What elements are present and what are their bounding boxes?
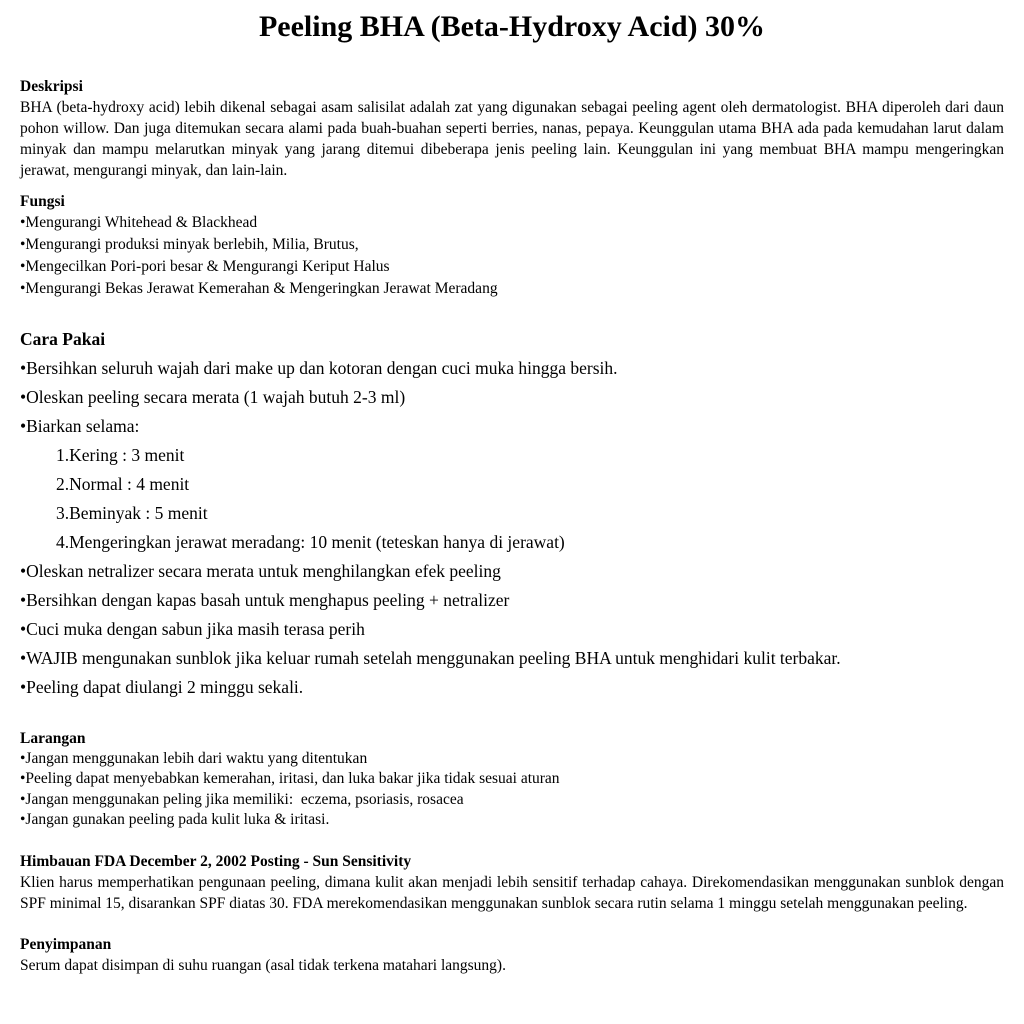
- list-item: •Mengecilkan Pori-pori besar & Mengurangi Keriput Halus: [20, 257, 390, 275]
- duration-sublist: [20, 444, 1004, 553]
- section-larangan: [20, 728, 1004, 831]
- list-item: •Peeling dapat menyebabkan kemerahan, iritasi, dan luka bakar jika tidak sesuai aturan: [20, 770, 560, 787]
- list-item: 3.Beminyak : 5 menit: [56, 502, 208, 523]
- penyimpanan-body: Serum dapat disimpan di suhu ruangan (asal tidak terkena matahari langsung).: [20, 956, 506, 974]
- fungsi-heading: Fungsi: [20, 192, 65, 210]
- section-deskripsi: [20, 76, 1008, 181]
- list-item: •Oleskan netralizer secara merata untuk menghilangkan efek peeling: [20, 560, 501, 581]
- document-title: Peeling BHA (Beta-Hydroxy Acid) 30%: [258, 10, 766, 43]
- cara-pakai-list: [20, 357, 1004, 698]
- list-item: •Bersihkan dengan kapas basah untuk menghapus peeling + netralizer: [20, 589, 510, 610]
- fungsi-list: [20, 212, 1004, 300]
- section-himbauan-fda: [20, 851, 1008, 914]
- list-item: •Cuci muka dengan sabun jika masih terasa perih: [20, 618, 365, 639]
- list-item: •Jangan menggunakan peling jika memiliki: eczema, psoriasis, rosacea: [20, 790, 464, 808]
- section-cara-pakai: [20, 327, 1004, 698]
- list-item: •Mengurangi Bekas Jerawat Kemerahan & Mengeringkan Jerawat Meradang: [20, 279, 498, 297]
- deskripsi-heading: Deskripsi: [20, 77, 83, 95]
- cara-pakai-heading: Cara Pakai: [20, 328, 106, 349]
- list-item: •Jangan menggunakan lebih dari waktu yang ditentukan: [20, 749, 368, 767]
- list-item: •Bersihkan seluruh wajah dari make up dan kotoran dengan cuci muka hingga bersih.: [20, 357, 618, 378]
- list-item: •Peeling dapat diulangi 2 minggu sekali.: [20, 676, 304, 697]
- deskripsi-body: BHA (beta-hydroxy acid) lebih dikenal sebagai asam salisilat adalah zat yang digunakan sebagai peeling agent oleh dermatologist. BHA diperoleh dari daun pohon willow. Dan juga ditemukan secara alami pada buah-buahan seperti berries, nanas, pepaya. Keunggulan utama BHA ada pada kemudahan larut dalam minyak dan mampu melarutkan minyak yang jarang ditemui dibeberapa jenis peeling lain. Keunggulan ini yang membuat BHA mampu mengeringkan jerawat, mengurangi minyak, dan lain-lain.: [20, 98, 1008, 179]
- larangan-list: [20, 749, 1004, 831]
- list-item: •Biarkan selama:: [20, 415, 140, 436]
- section-penyimpanan: [20, 934, 1004, 976]
- himbauan-body: Klien harus memperhatikan pengunaan peeling, dimana kulit akan menjadi lebih sensitif terhadap cahaya. Direkomendasikan menggunakan sunblok dengan SPF minimal 15, disarankan SPF diatas 30. FDA merekomendasikan menggunakan sunblok secara rutin selama 1 minggu setelah menggunakan peeling.: [20, 873, 1008, 912]
- section-fungsi: [20, 191, 1004, 300]
- penyimpanan-heading: Penyimpanan: [20, 935, 112, 953]
- himbauan-heading: Himbauan FDA December 2, 2002 Posting - Sun Sensitivity: [20, 852, 412, 870]
- list-item: •Mengurangi produksi minyak berlebih, Milia, Brutus,: [20, 235, 359, 253]
- larangan-heading: Larangan: [20, 729, 86, 747]
- list-item: 4.Mengeringkan jerawat meradang: 10 menit (teteskan hanya di jerawat): [56, 531, 565, 552]
- list-item: 2.Normal : 4 menit: [56, 473, 190, 494]
- list-item: •Jangan gunakan peeling pada kulit luka & iritasi.: [20, 811, 330, 828]
- list-item: •Oleskan peeling secara merata (1 wajah butuh 2-3 ml): [20, 386, 406, 407]
- list-item: •WAJIB mengunakan sunblok jika keluar rumah setelah menggunakan peeling BHA untuk menghidari kulit terbakar.: [20, 647, 841, 668]
- list-item: •Mengurangi Whitehead & Blackhead: [20, 213, 258, 231]
- list-item: 1.Kering : 3 menit: [56, 444, 185, 465]
